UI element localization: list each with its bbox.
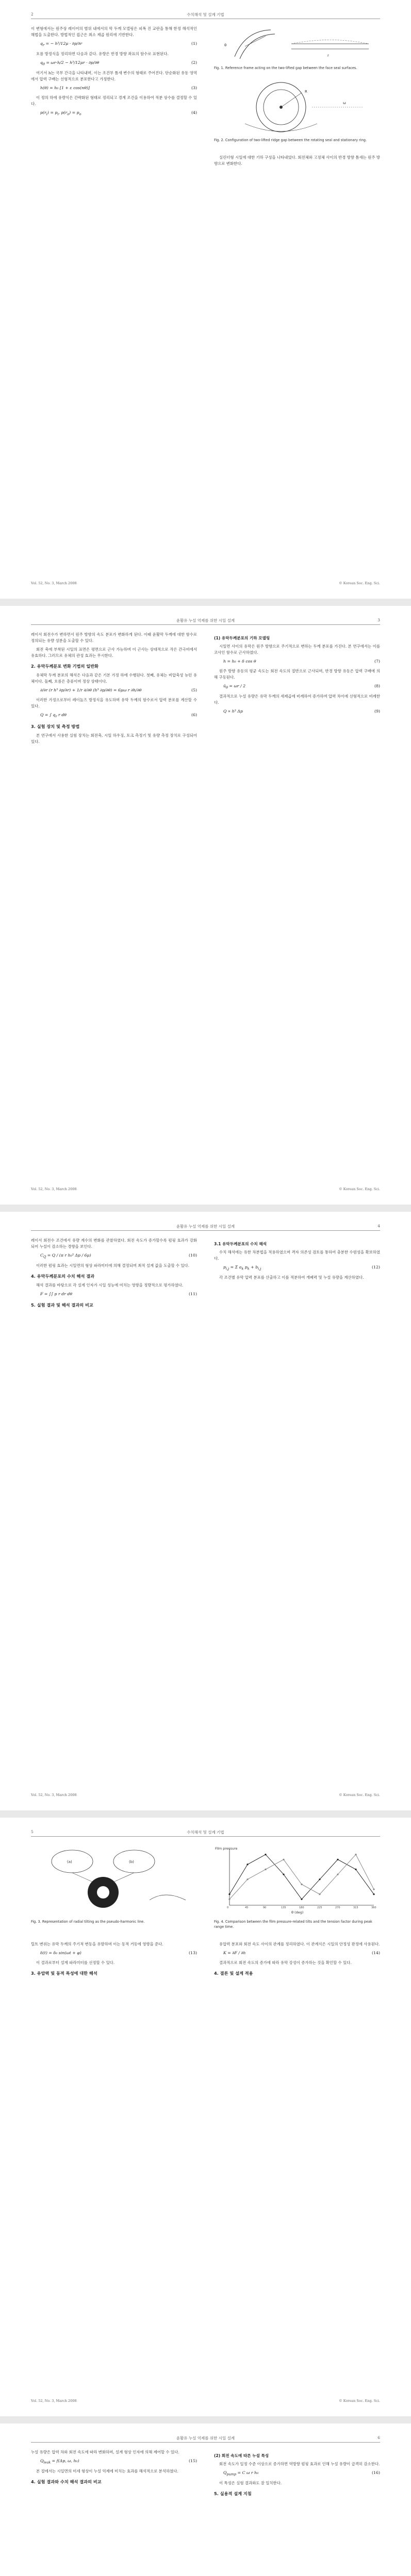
subsection-heading: (1) 유막두께분포의 기하 모델링 [214, 636, 270, 640]
paragraph: 해석 결과를 바탕으로 각 설계 인자가 시일 성능에 미치는 영향을 정량적으로 평가하였다. [36, 1283, 184, 1288]
running-header [31, 2435, 380, 2443]
data-point [319, 1893, 320, 1895]
page-separator [0, 1810, 411, 1818]
figure-2 [214, 77, 380, 147]
footer-volume: Vol. 52, No. 3, March 2008 [31, 2399, 77, 2403]
section-heading: 4. 실험 결과와 수치 해석 결과의 비교 [31, 2479, 102, 2485]
data-point [355, 1869, 356, 1870]
page-3 [0, 1212, 411, 1810]
running-footer [31, 581, 380, 587]
footer-volume: Vol. 52, No. 3, March 2008 [31, 1187, 77, 1191]
column-right [214, 2449, 380, 2500]
figure-3 [31, 1843, 197, 1934]
paragraph: 본 연구에서 사용한 실험 장치는 회전축, 시일 하우징, 토크 측정기 및 유량 측정 장치로 구성되어 있다. [31, 733, 197, 744]
equation: δ(t) = δ₀ sin(ωt + φ) (13) [40, 1950, 197, 1955]
equation: Q = ∫ $q_r$ r dθ (6) [40, 712, 197, 719]
subsection-heading: 3.1 유막두께분포의 수치 해석 [214, 1242, 267, 1246]
column-left [31, 1238, 197, 1311]
equation: K = ∂F / ∂h (14) [223, 1950, 380, 1955]
y-axis-label: Film pressure [215, 1846, 238, 1851]
figure-4-chart [214, 1843, 380, 1916]
running-footer [31, 1187, 380, 1193]
page-5 [0, 2424, 411, 2576]
paragraph: 이러한 가정으로부터 레이놀즈 방정식을 유도하며 유막 두께의 함수로서 압력 분포를 계산할 수 있다. [31, 697, 197, 708]
data-point [228, 1899, 230, 1900]
data-point [283, 1859, 284, 1860]
data-point [246, 1863, 248, 1865]
figure-caption: Fig. 2. Configuration of two-lifted ridge gap between the rotating seal and stationary ring. [214, 138, 367, 142]
data-point [337, 1874, 338, 1875]
figure-caption: Fig. 4. Comparison between the film pressure-related tilts and the tension factor during peak range time. [214, 1920, 372, 1929]
tick-label: 225 [317, 1906, 322, 1909]
footer-volume: Vol. 52, No. 3, March 2008 [31, 581, 77, 585]
paragraph: 원주 방향 유동의 평균 속도는 회전 속도의 절반으로 근사되며, 반경 방향 유동은 압력 구배에 의해 구동된다. [214, 668, 380, 680]
data-point [283, 1874, 284, 1875]
svg-text:r: r [327, 54, 329, 58]
section-heading: 4. 결론 및 설계 적용 [214, 1970, 253, 1976]
figure-2-drawing [214, 77, 380, 134]
section-heading: 3. 유압력 및 동적 특성에 대한 해석 [31, 1970, 97, 1976]
paragraph: 유체막 두께 분포의 해석은 다음과 같은 기본 가정 하에 수행된다. 첫째, 유체는 비압축성 뉴턴 유체이다. 둘째, 흐름은 층류이며 정상 상태이다. [31, 673, 197, 684]
figure-4 [214, 1843, 380, 1934]
data-point [373, 1893, 374, 1895]
paragraph: 각 조건별 유막 압력 분포를 산출하고 이를 적분하여 개폐력 및 누설 유량을 계산하였다. [219, 1275, 364, 1280]
paragraph: 시일면 사이의 유막은 원주 방향으로 주기적으로 변하는 두께 분포를 가진다. 본 연구에서는 이를 코사인 함수로 근사하였다. [214, 644, 380, 655]
page-number: 2 [31, 12, 34, 16]
svg-text:ω: ω [343, 101, 346, 105]
header-title: 윤활유 누설 억제를 위한 시일 설계 [176, 1224, 235, 1229]
header-journal: 수치해석 및 설계 기법 [187, 12, 224, 17]
paragraph: 결과적으로 회전 속도의 증가에 따라 유막 강성이 증가하는 것을 확인할 수 있다. [219, 1960, 352, 1965]
paragraph: 누설 유량은 압력 차와 회전 속도에 따라 변화하며, 설계 형상 인자에 의해 제어할 수 있다. [31, 2450, 179, 2454]
column-left [31, 632, 197, 748]
paragraph: 본 절에서는 시일면의 미세 형상이 누설 억제에 미치는 효과를 해석적으로 분석하였다. [36, 2469, 178, 2474]
subsection-heading: (2) 회전 속도에 따른 누설 특성 [214, 2453, 269, 2458]
footer-copyright: © Korean Soc. Eng. Sci. [339, 1793, 380, 1797]
column-right [214, 155, 380, 170]
svg-text:(b): (b) [129, 1860, 134, 1864]
page-number: 3 [377, 618, 380, 622]
figure-caption: Fig. 3. Representation of radial tilting as the pseudo-harmonic line. [31, 1920, 145, 1924]
data-point [301, 1899, 302, 1900]
paragraph: 유압력 분포와 회전 속도 사이의 관계를 정리하였다. 이 관계식은 시일의 안정성 판정에 사용된다. [219, 1942, 380, 1946]
data-point [301, 1884, 302, 1885]
tick-label: 315 [353, 1906, 358, 1909]
paragraph: 레이서 회전수 조건에서 유량 계수의 변화를 관찰하였다. 회전 속도가 증가할수록 펌핑 효과가 강화되어 누설이 감소하는 경향을 보인다. [31, 1238, 197, 1249]
paragraph: 결과적으로 누설 유량은 유막 두께의 세제곱에 비례하여 증가하며 압력 차이에 선형적으로 비례한다. [214, 693, 380, 705]
svg-text:θ: θ [224, 43, 227, 47]
figure-1-drawing [214, 26, 380, 62]
page-4 [0, 1818, 411, 2416]
data-point [265, 1869, 266, 1870]
equation: ∂/∂r (r h³ ∂p/∂r) + 1/r ∂/∂θ (h³ ∂p/∂θ) = 6μω r ∂h/∂θ (5) [40, 688, 197, 693]
section-heading: 4. 유막두께분포의 수치 해석 결과 [31, 1274, 95, 1279]
section-heading: 3. 실험 장치 및 측정 방법 [31, 723, 80, 729]
paragraph: 이 변형에서는 원주상 레이어의 범위 내에서의 막 두께 모델링은 피폭 진 교란을 통해 한정 해석적인 해법을 도출한다. 방법적인 접근은 최소 제곱 원리에 기반한다. [31, 26, 197, 37]
equation: $C_Q = Q / (\pi$ r h₀³ Δp / 6μ) (10) [40, 1252, 197, 1259]
page-separator [0, 2416, 411, 2424]
running-header [31, 11, 380, 19]
column-left [31, 26, 197, 120]
data-point [246, 1878, 248, 1880]
tick-label: 360 [371, 1906, 376, 1909]
column-right [214, 1238, 380, 1283]
equation: $q_r$ = − h³/12μ · ∂p/∂r (1) [40, 41, 197, 47]
paragraph: 이 결과로부터 설계 파라미터를 선정할 수 있다. [36, 1960, 115, 1965]
section-heading: 5. 실험 결과 및 해석 결과의 비교 [31, 1302, 93, 1308]
paragraph: 이러한 펌핑 효과는 시일면의 형상 파라미터에 의해 결정되며 최적 설계 값을 도출할 수 있다. [36, 1263, 190, 1268]
paragraph: 틸트 변위는 유막 두께의 주기적 변동을 유발하며 이는 동적 거동에 영향을 준다. [31, 1942, 163, 1946]
section-heading: 2. 유막두께분포 변화 기법의 일반화 [31, 663, 98, 669]
tick-label: 0 [227, 1906, 229, 1909]
header-title: 윤활유 누설 억제를 위한 시일 설계 [176, 618, 235, 623]
paragraph: 이 특성은 실험 결과와도 잘 일치한다. [219, 2481, 282, 2486]
equation: h = h₀ + δ cos θ (7) [223, 659, 380, 664]
paragraph: 이 정의 하에 유량식은 간략화된 형태로 정리되고 경계 조건을 이용하여 적분 상수를 결정할 수 있다. [31, 95, 197, 106]
svg-text:(a): (a) [67, 1860, 72, 1864]
paragraph: 흐름 방정식을 정리하면 다음과 같다. 유량은 반경 방향 좌표의 함수로 표현된다. [36, 52, 169, 57]
paragraph: 수치 해석에는 유한 차분법을 적용하였으며 격자 의존성 검토를 통하여 충분한 수렴성을 확보하였다. [214, 1250, 380, 1261]
equation: F = ∫∫ p r dr dθ (11) [40, 1292, 197, 1297]
equation: h(θ) = h₀ [1 + ε cos(nθ)] (3) [40, 86, 197, 91]
paragraph: 실린더형 시일에 대한 기하 구성을 나타내었다. 회전체와 고정체 사이의 반경 방향 틈새는 원주 방향으로 변화한다. [214, 155, 380, 166]
page-number: 6 [377, 2435, 380, 2440]
figure-caption: Fig. 1. Reference frame acting on the two-lifted gap between the face seal surfaces. [214, 66, 357, 70]
footer-copyright: © Korean Soc. Eng. Sci. [339, 581, 380, 585]
tick-label: 90 [263, 1906, 267, 1909]
page-number: 4 [377, 1224, 380, 1228]
paragraph: 레이서 회전수가 변하면서 원주 방향의 속도 분포가 변화하게 된다. 이때 윤활막 두께에 대한 함수로 정의되는 유량 성분을 도출할 수 있다. [31, 632, 197, 643]
tick-label: 135 [281, 1906, 286, 1909]
data-point [228, 1893, 230, 1895]
paragraph: 회전 속도가 일정 수준 이상으로 증가하면 역방향 펌핑 효과로 인해 누설 유량이 급격히 감소한다. [219, 2462, 380, 2467]
page-2 [0, 606, 411, 1205]
section-heading: 5. 실용적 설계 지침 [214, 2491, 252, 2497]
equation: $Q_{leak} = f(\Delta p$, ω, h₀) (15) [40, 2458, 197, 2465]
tick-label: 270 [335, 1906, 340, 1909]
equation: $p(r_i) = p_i$, $p(r_o) = p_o$ (4) [40, 110, 197, 116]
header-title: 윤활유 누설 억제를 위한 시일 설계 [176, 2436, 235, 2441]
data-point [319, 1878, 320, 1880]
header-journal: 수치해석 및 설계 기법 [187, 1830, 224, 1835]
data-point [373, 1889, 374, 1890]
series-line [229, 1855, 374, 1900]
page-separator [0, 599, 411, 606]
series-line [229, 1855, 374, 1900]
equation: $ū_\theta = \omega r / 2$ (8) [223, 683, 380, 690]
footer-copyright: © Korean Soc. Eng. Sci. [339, 2399, 380, 2403]
tick-label: 180 [299, 1906, 304, 1909]
x-axis-label: θ (deg) [291, 1910, 304, 1914]
running-header [31, 617, 380, 625]
equation: $p_{i,j} = \Sigma$ $a_k$ $p_k + b_{i,j}$ (12) [223, 1265, 380, 1271]
data-point [265, 1854, 266, 1855]
figure-1 [214, 26, 380, 73]
tick-label: 45 [245, 1906, 249, 1909]
equation: $Q_{pump} = C$ ω r h₀ (16) [223, 2470, 380, 2477]
column-left [31, 1941, 197, 1979]
page-separator [0, 1205, 411, 1212]
running-footer [31, 1793, 380, 1799]
equation: $q_\theta = \omega r\cdot h/2 - h^3/12\mu r \cdot \partial p/\partial\theta$ (2) [40, 60, 197, 66]
equation: Q ∝ h³ Δp (9) [223, 708, 380, 714]
data-point [355, 1854, 356, 1855]
column-right [214, 1941, 380, 1979]
running-header [31, 1223, 380, 1231]
column-left [31, 2449, 197, 2488]
data-point [337, 1859, 338, 1860]
figure-3-drawing [31, 1843, 197, 1916]
column-right [214, 632, 380, 718]
page-1 [0, 0, 411, 599]
running-header [31, 1829, 380, 1837]
footer-copyright: © Korean Soc. Eng. Sci. [339, 1187, 380, 1191]
svg-text:R: R [305, 90, 307, 94]
running-footer [31, 2399, 380, 2405]
paragraph: 회전 축에 부착된 시일의 표면은 평면으로 근사 가능하며 이 근사는 상대적으로 작은 간극비에서 유효하다. 그러므로 유체의 관성 효과는 무시한다. [31, 647, 197, 658]
footer-volume: Vol. 52, No. 3, March 2008 [31, 1793, 77, 1797]
paragraph: 여기서 h는 국부 간극을 나타내며, 이는 조건부 틈새 변수의 형태로 주어진다. 단순화된 유동 영역에서 압력 구배는 선형적으로 분포한다고 가정한다. [31, 71, 197, 82]
page-number: 5 [31, 1829, 34, 1834]
